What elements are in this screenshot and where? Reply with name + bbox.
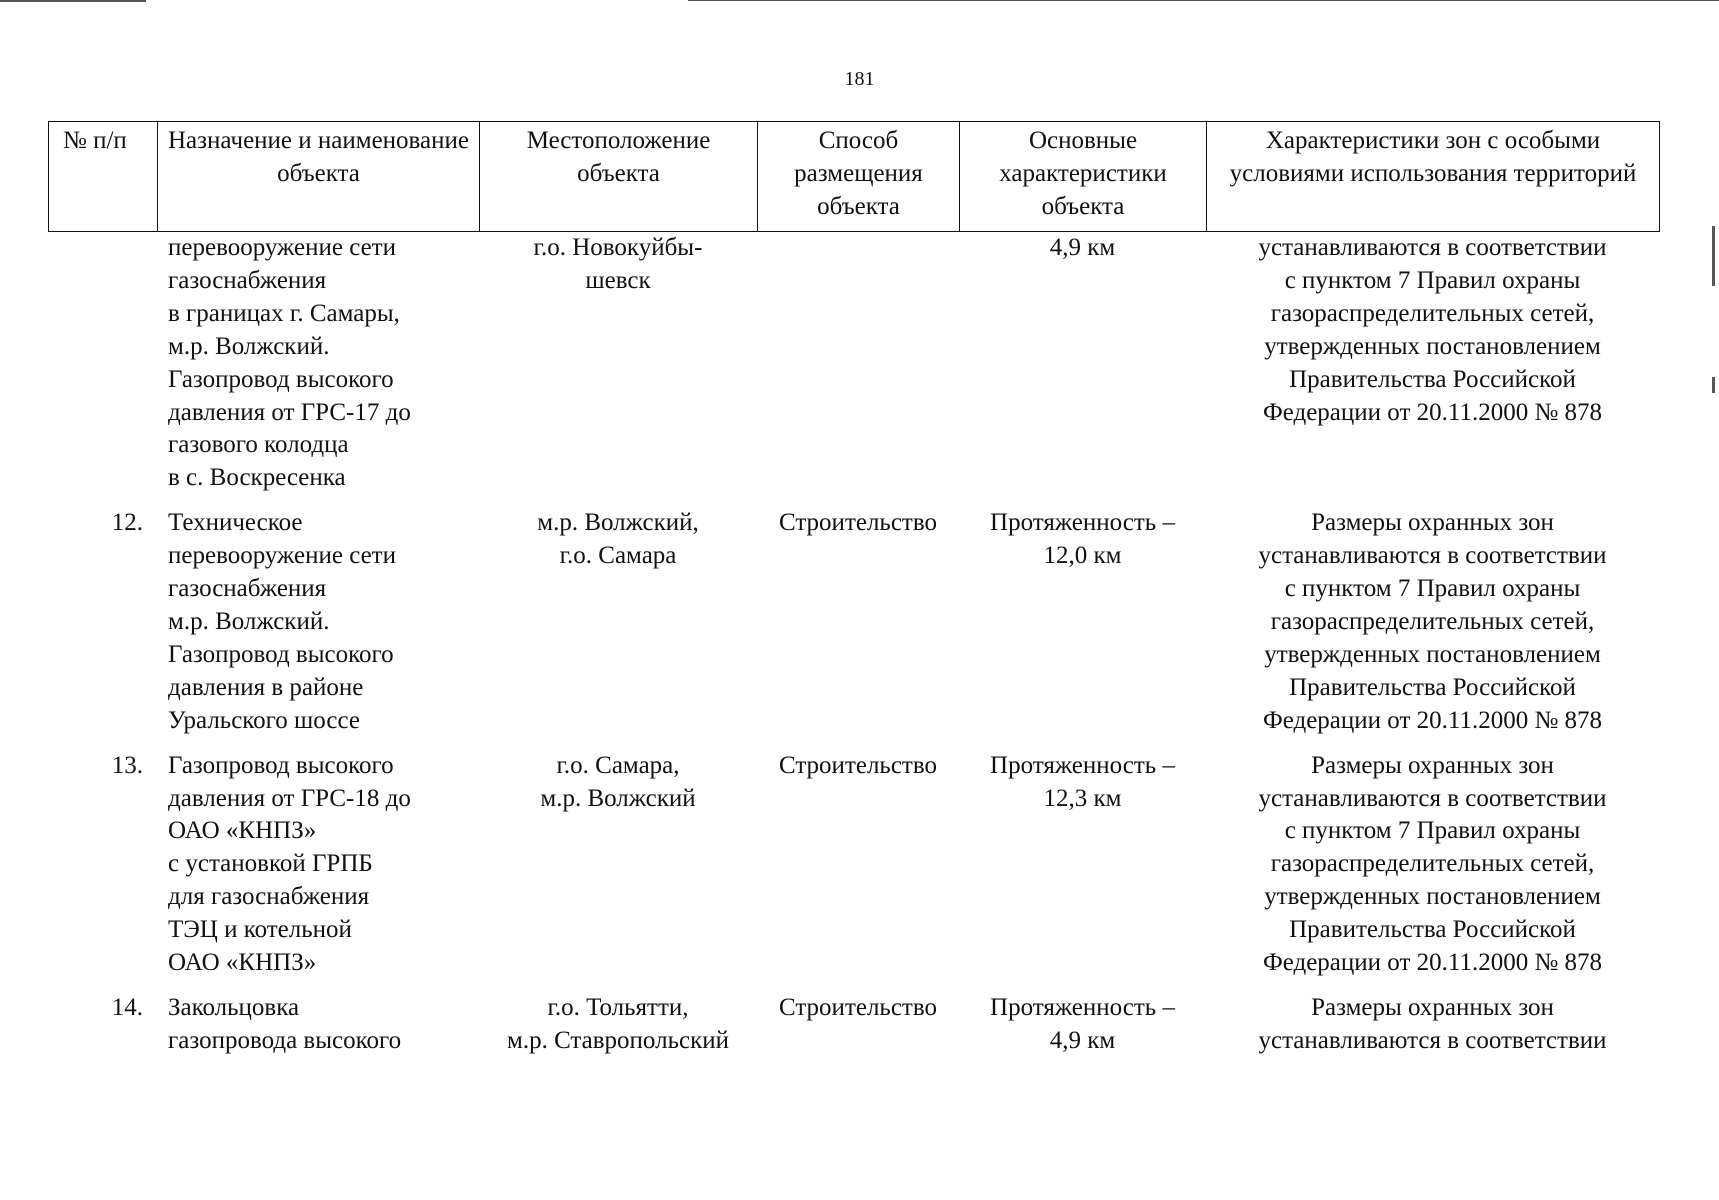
object-name: Техническое перевооружение сети газоснабжения м.р. Волжский. Газопровод высокого давления в районе Уральского шоссе: [168, 509, 396, 734]
row-number: 14.: [111, 993, 143, 1021]
zone-characteristics: Размеры охранных зон устанавливаются в соответствии: [1258, 993, 1607, 1054]
object-location: г.о. Самара, м.р. Волжский: [540, 751, 696, 812]
row-number: 12.: [111, 509, 143, 537]
header-zones: Характеристики зон с особыми условиями использования территорий: [1207, 122, 1660, 232]
header-name: Назначение и наименование объекта: [158, 122, 480, 232]
table-body: [48, 232, 1659, 1070]
table-header: [48, 121, 1660, 232]
object-location: г.о. Тольятти, м.р. Ставропольский: [507, 993, 729, 1054]
table-row: [48, 750, 1659, 992]
object-characteristics: Протяженность – 12,0 км: [990, 509, 1175, 570]
zone-characteristics: устанавливаются в соответствии с пунктом 7 Правил охраны газораспределительных сетей, утвержденных постановлением Правительства Российской Федерации от 20.11.2000 № 878: [1258, 234, 1607, 426]
object-name: перевооружение сети газоснабжения в границах г. Самары, м.р. Волжский. Газопровод высокого давления от ГРС-17 до газового колодца в с. Воскресенка: [168, 234, 411, 492]
header-characteristics: Основные характеристики объекта: [960, 122, 1207, 232]
placement-method: Строительство: [778, 993, 937, 1021]
object-characteristics: Протяженность – 12,3 км: [990, 751, 1175, 812]
header-method: Способ размещения объекта: [758, 122, 960, 232]
object-location: г.о. Новокуйбы- шевск: [533, 234, 703, 294]
object-name: Газопровод высокого давления от ГРС-18 до ОАО «КНПЗ» с установкой ГРПБ для газоснабжения ТЭЦ и котельной ОАО «КНПЗ»: [168, 751, 411, 977]
zone-characteristics: Размеры охранных зон устанавливаются в соответствии с пунктом 7 Правил охраны газораспределительных сетей, утвержденных постановлением Правительства Российской Федерации от 20.11.2000 № 878: [1258, 509, 1607, 734]
table-row: [48, 232, 1659, 507]
object-characteristics: 4,9 км: [1049, 234, 1116, 261]
zone-characteristics: Размеры охранных зон устанавливаются в соответствии с пунктом 7 Правил охраны газораспределительных сетей, утвержденных постановлением Правительства Российской Федерации от 20.11.2000 № 878: [1258, 751, 1607, 977]
placement-method: Строительство: [778, 751, 937, 779]
header-location: Местоположение объекта: [480, 122, 758, 232]
page-number: 181: [844, 68, 875, 90]
object-location: м.р. Волжский, г.о. Самара: [537, 509, 699, 570]
placement-method: [757, 232, 959, 507]
scan-artifact-line: [0, 0, 146, 2]
table-row: [48, 507, 1659, 749]
table-row: [48, 992, 1659, 1070]
object-name: Закольцовка газопровода высокого: [168, 993, 402, 1054]
object-characteristics: Протяженность – 4,9 км: [990, 993, 1175, 1054]
row-number: 13.: [111, 751, 143, 779]
header-number: № п/п: [49, 122, 158, 232]
header-row: [49, 122, 1660, 232]
scan-artifact-line: [688, 0, 1719, 1]
scan-artifact-mark: [1712, 377, 1715, 393]
scan-artifact-mark: [1712, 226, 1715, 286]
row-number: [48, 232, 157, 507]
placement-method: Строительство: [778, 509, 937, 537]
